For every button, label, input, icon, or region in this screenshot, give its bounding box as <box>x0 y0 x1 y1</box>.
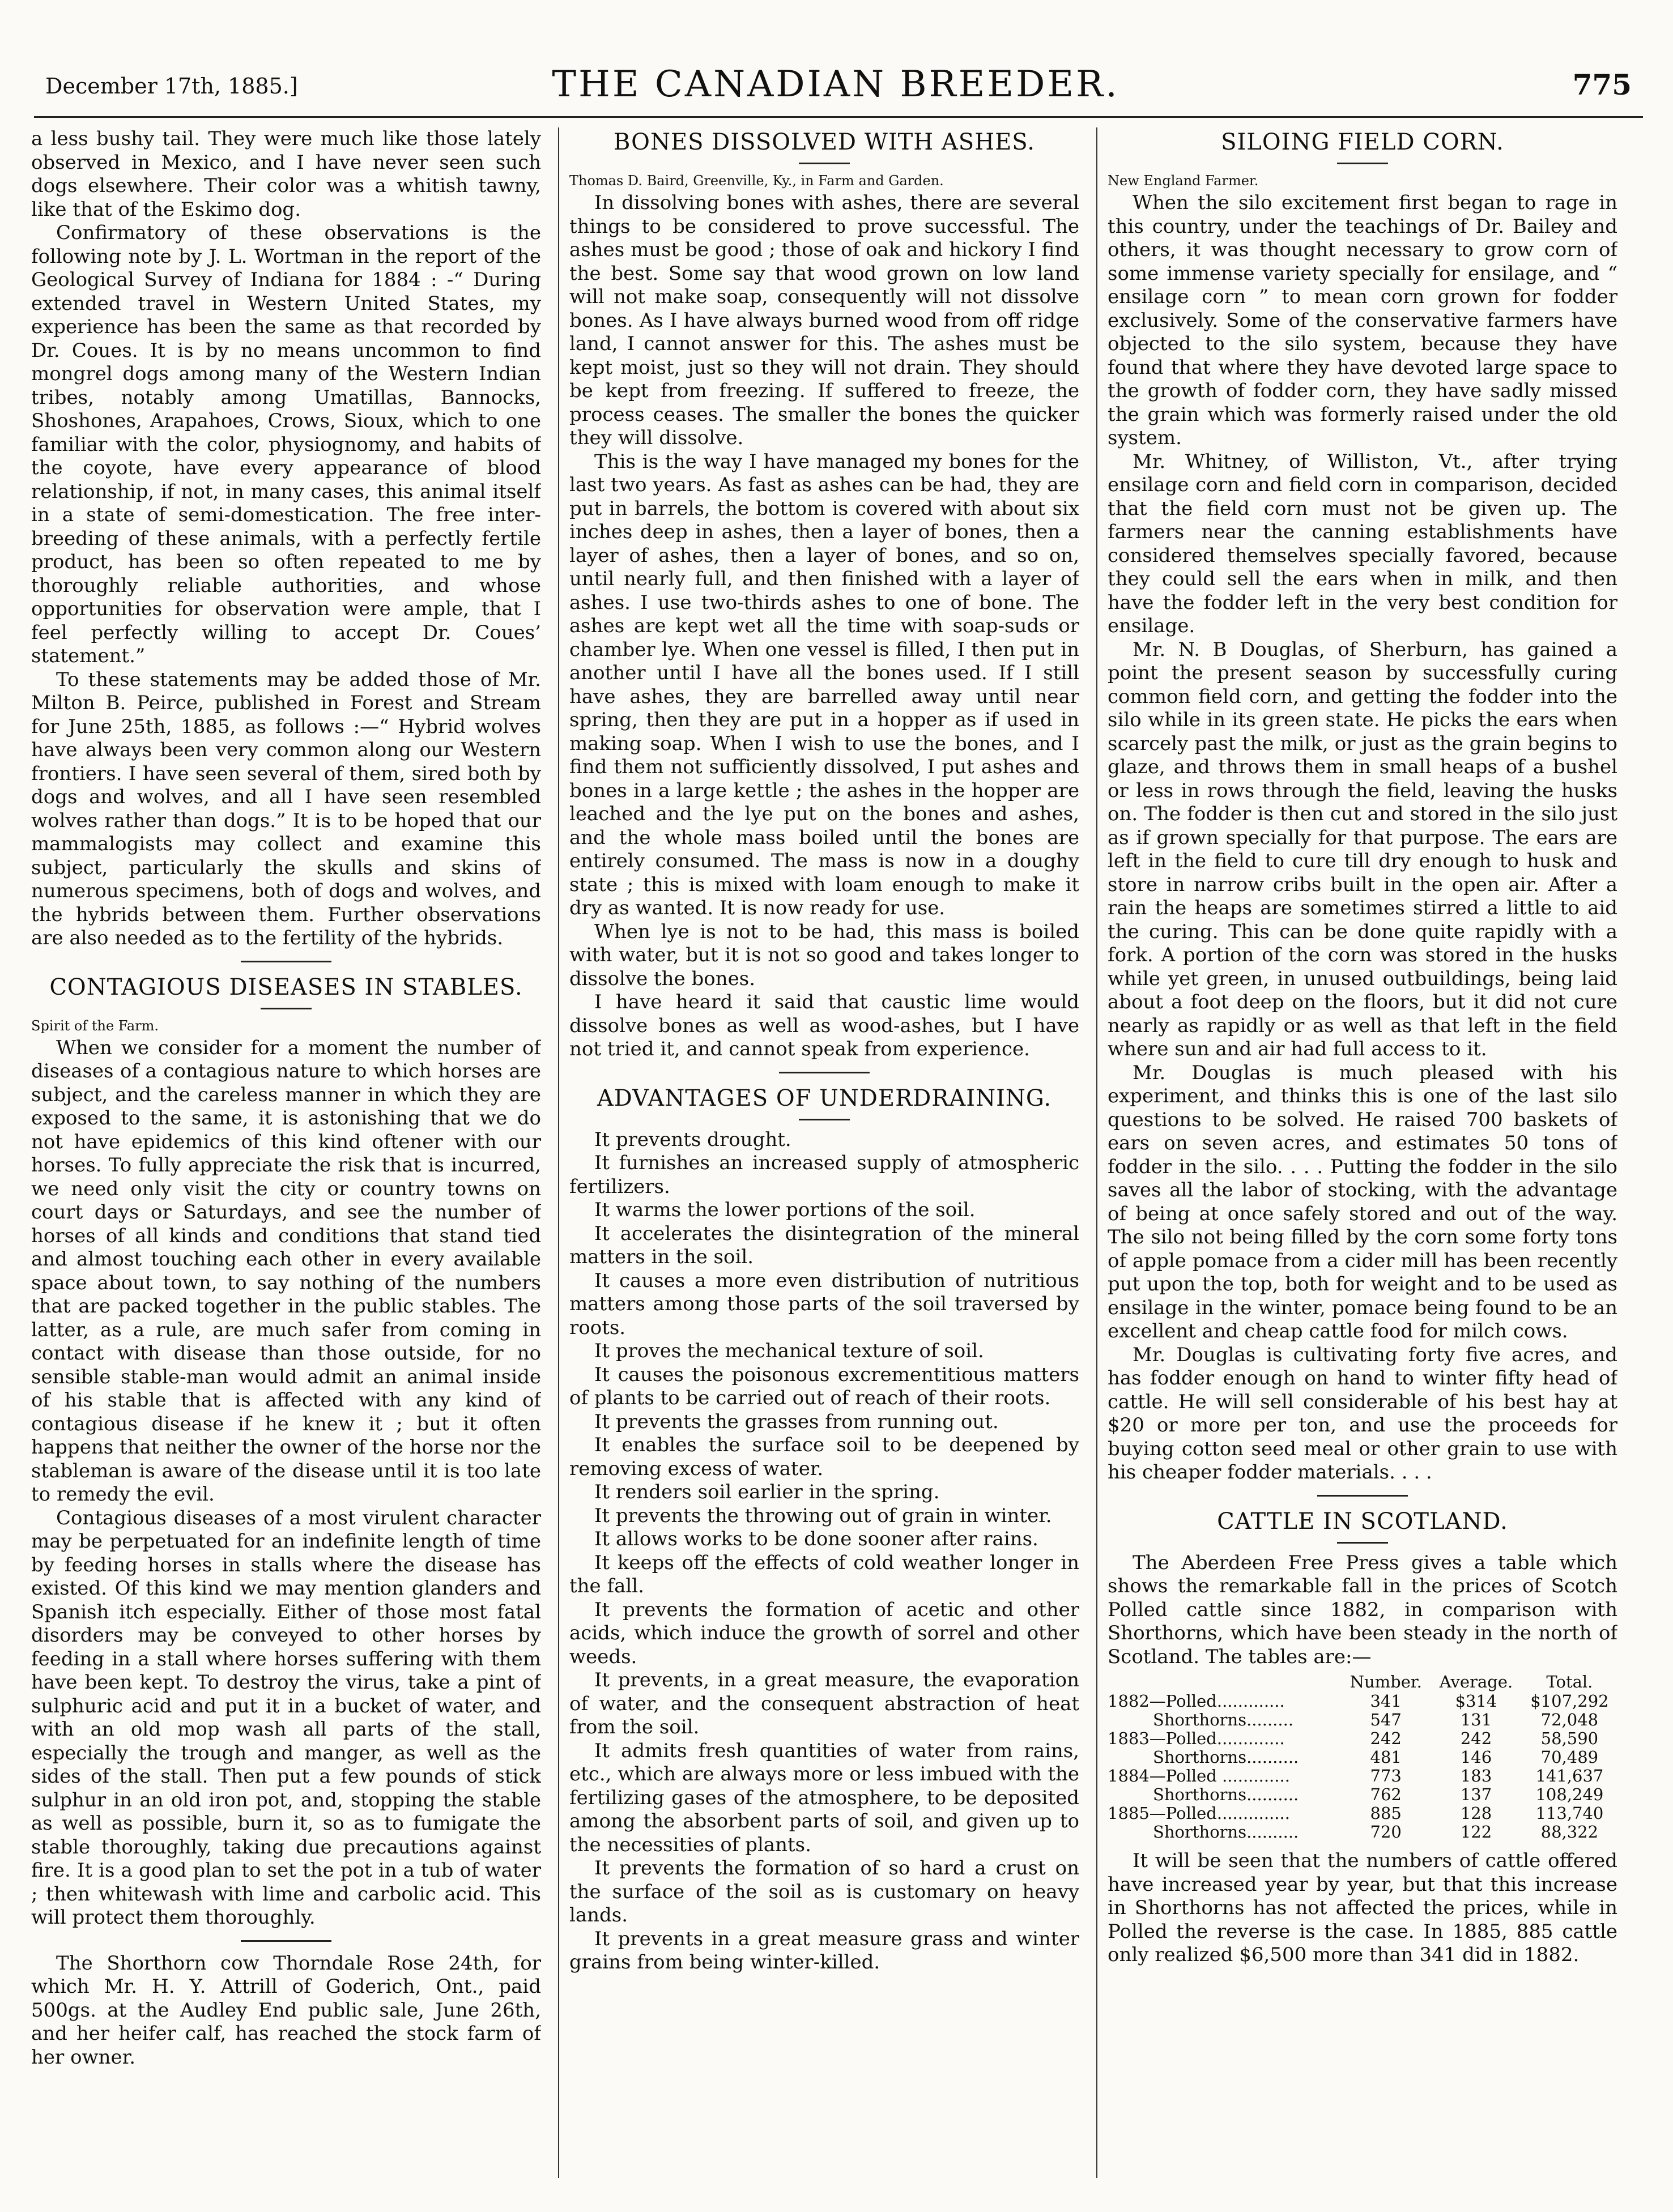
list-item: It prevents the formation of so hard a crust on the surface of the soil as is customary on heavy lands. <box>569 1857 1079 1927</box>
table-row <box>1108 1823 1617 1842</box>
list-item: It warms the lower portions of the soil. <box>594 1199 976 1221</box>
column-1 <box>31 127 541 2189</box>
paragraph: To these statements may be added those of Mr. Milton B. Peirce, published in Forest and Stream for June 25th, 1885, as follows :—“ Hybrid wolves have always been very common along our Western frontiers. I have seen several of them, sired both by dogs and wolves, and all I have seen resembled wolves rather than dogs.” It is to be hoped that our mammalogists may collect and examine this subject, particularly the skulls and skins of numerous specimens, both of dogs and wolves, and the hybrids between them. Further observations are also needed as to the fertility of the hybrids. <box>31 668 541 949</box>
article-heading-contagious-diseases: CONTAGIOUS DISEASES IN STABLES. <box>49 974 523 1000</box>
article-heading-cattle-scotland: CATTLE IN SCOTLAND. <box>1217 1508 1508 1535</box>
table-cell: 88,322 <box>1540 1822 1599 1842</box>
list-item: It prevents the formation of acetic and other acids, which induce the growth of sorrel and other weeds. <box>569 1598 1079 1668</box>
paragraph: I have heard it said that caustic lime would dissolve bones as well as wood-ashes, but I have not tried it, and cannot speak from experience. <box>569 991 1079 1060</box>
table-row <box>1108 1711 1617 1729</box>
article-heading-bones-dissolved: BONES DISSOLVED WITH ASHES. <box>614 129 1035 155</box>
column-divider-2 <box>1096 127 1097 2178</box>
table-row <box>1108 1729 1617 1748</box>
table-cell: 773 <box>1370 1766 1402 1785</box>
table-cell: 128 <box>1460 1804 1492 1823</box>
list-item: It allows works to be done sooner after rains. <box>594 1528 1038 1550</box>
table-row <box>1108 1767 1617 1785</box>
list-item: It causes a more even distribution of nutritious matters among those parts of the soil traversed by roots. <box>569 1269 1079 1339</box>
table-header-row <box>1108 1672 1617 1692</box>
list-item: It admits fresh quantities of water from rains, etc., which are always more or less imbued with the fertilizing gases of the atmosphere, to be deposited among the absorbent parts of soil, and given up to the necessities of plants. <box>569 1739 1079 1856</box>
list-item: It prevents drought. <box>594 1128 791 1151</box>
table-cell: 108,249 <box>1535 1785 1604 1804</box>
table-cell: 58,590 <box>1540 1729 1599 1748</box>
article-source: Thomas D. Baird, Greenville, Ky., in Farm and Garden. <box>569 173 944 189</box>
table-cell: 1882—Polled............. <box>1108 1691 1285 1711</box>
table-cell: Shorthorns.......... <box>1153 1785 1299 1804</box>
paragraph: Mr. Douglas is much pleased with his experiment, and thinks this is one of the last silo questions to be solved. He raised 700 baskets of ears on seven acres, and estimates 50 tons of fodder in the silo. . . . Putting the fodder in the silo saves all the labor of stocking, with the advantage of being at once safely stored and out of the way. The silo not being filled by the corn some forty tons of apple pomace from a cider mill has been recently put upon the top, both for weight and to be used as ensilage in the winter, pomace being found to be an excellent and cheap cattle food for milch cows. <box>1108 1061 1617 1342</box>
table-row <box>1108 1692 1617 1711</box>
table-cell: 341 <box>1370 1691 1402 1711</box>
table-cell: 183 <box>1460 1766 1492 1785</box>
header-rule <box>34 116 1643 118</box>
paragraph: It will be seen that the numbers of cattle offered have increased year by year, but that this increase in Shorthorns has not affected the prices, while in Polled the reverse is the case. In 1885, 885 cattle only realized $6,500 more than 341 did in 1882. <box>1108 1849 1617 1966</box>
table-cell: 137 <box>1460 1785 1492 1804</box>
column-2 <box>569 127 1079 2189</box>
page-number: 775 <box>1572 68 1632 101</box>
table-header: Average. <box>1439 1672 1513 1691</box>
table-cell: Shorthorns.......... <box>1153 1748 1299 1767</box>
list-item: It proves the mechanical texture of soil. <box>594 1340 984 1362</box>
table-header: Number. <box>1350 1672 1422 1691</box>
table-cell: $314 <box>1455 1691 1497 1711</box>
article-heading-siloing: SILOING FIELD CORN. <box>1221 129 1504 155</box>
newspaper-title: THE CANADIAN BREEDER. <box>552 63 1119 105</box>
paragraph: This is the way I have managed my bones for the last two years. As fast as ashes can be had, they are put in barrels, the bottom is covered with about six inches deep in ashes, then a layer of bones, then a layer of ashes, then a layer of bones, and so on, until nearly full, and then finished with a layer of ashes. I use two-thirds ashes to one of bone. The ashes are kept wet all the time with soap-suds or chamber lye. When one vessel is filled, I then put in another until I have all the bones used. If I still have ashes, they are barrelled away until near spring, then they are put in a hopper as if used in making soap. When I wish to use the bones, and I find them not sufficiently dissolved, I put ashes and bones in a large kettle ; the ashes in the hopper are leached and the lye put on the bones and ashes, and the whole mass boiled until the bones are entirely consumed. The mass is now in a doughy state ; this is mixed with loam enough to make it dry as wanted. It is now ready for use. <box>569 450 1079 919</box>
heading-rule <box>1337 163 1388 164</box>
table-row <box>1108 1804 1617 1823</box>
paragraph: The Aberdeen Free Press gives a table which shows the remarkable fall in the prices of Scotch Polled cattle since 1882, in comparison with Shorthorns, which have been steady in the north of Scotland. The tables are:— <box>1108 1551 1617 1668</box>
paragraph: Confirmatory of these observations is the following note by J. L. Wortman in the report of the Geological Survey of Indiana for 1884 : -“ During extended travel in Western United States, my experience has been the same as that recorded by Dr. Coues. It is by no means uncommon to find mongrel dogs among many of the Western Indian tribes, notably among Umatillas, Bannocks, Shoshones, Arapahoes, Crows, Sioux, which to one familiar with the color, physiognomy, and habits of the coyote, have every appearance of blood relationship, if not, in many cases, this animal itself in a state of semi-domestication. The free inter-breeding of these animals, with a perfectly fertile product, has been so often repeated to me by thoroughly reliable authorities, and whose opportunities for observation were ample, that I feel perfectly willing to accept Dr. Coues’ statement.” <box>31 221 541 667</box>
table-cell: 113,740 <box>1535 1804 1604 1823</box>
list-item: It enables the surface soil to be deepened by removing excess of water. <box>569 1434 1079 1480</box>
table-cell: 72,048 <box>1540 1710 1599 1729</box>
article-separator <box>241 961 331 962</box>
list-item: It furnishes an increased supply of atmospheric fertilizers. <box>569 1152 1079 1198</box>
column-3 <box>1108 127 1617 2189</box>
paragraph: Contagious diseases of a most virulent character may be perpetuated for an indefinite length of time by feeding horses in stalls where the disease has existed. Of this kind we may mention glanders and Spanish itch especially. Either of those most fatal disorders may be conveyed to other horses by feeding in a stall where horses suffering with them have been kept. To destroy the virus, take a pint of sulphuric acid and put it in a bucket of water, and with an old mop wash all parts of the stall, especially the trough and manger, as well as the sides of the stall. Then put a few pounds of stick sulphur in an old iron pot, and, stopping the stable as well as possible, burn it, so as to fumigate the stable thoroughly, taking due precautions against fire. It is a good plan to set the pot in a tub of water ; then whitewash with lime and carbolic acid. This will protect them thoroughly. <box>31 1506 541 1929</box>
heading-rule <box>799 1119 850 1120</box>
list-item: It keeps off the effects of cold weather longer in the fall. <box>569 1551 1079 1597</box>
list-item: It renders soil earlier in the spring. <box>594 1481 940 1503</box>
table-row <box>1108 1785 1617 1804</box>
table-cell: 242 <box>1370 1729 1402 1748</box>
table-cell: 885 <box>1370 1804 1402 1823</box>
table-cell: 1883—Polled............. <box>1108 1729 1285 1748</box>
table-cell: 70,489 <box>1540 1748 1599 1767</box>
article-source: Spirit of the Farm. <box>31 1017 159 1034</box>
table-header <box>1108 1672 1341 1692</box>
paragraph: In dissolving bones with ashes, there are several things to be considered to prove successful. The ashes must be good ; those of oak and hickory I find the best. Some say that wood grown on low land will not make soap, consequently will not dissolve bones. As I have always burned wood from off ridge land, I cannot answer for this. The ashes must be kept moist, just so they will not drain. They should be kept from freezing. If suffered to freeze, the process ceases. The smaller the bones the quicker they will dissolve. <box>569 191 1079 449</box>
table-cell: 242 <box>1460 1729 1492 1748</box>
list-item: It prevents the throwing out of grain in winter. <box>594 1504 1052 1527</box>
list-item: It prevents in a great measure grass and winter grains from being winter-killed. <box>569 1927 1079 1974</box>
paragraph: Mr. Douglas is cultivating forty five acres, and has fodder enough on hand to winter fifty head of cattle. He will sell considerable of his best hay at $20 or more per ton, and use the proceeds for buying cotton seed meal or other grain to use with his cheaper fodder materials. . . . <box>1108 1343 1617 1484</box>
table-header: Total. <box>1546 1672 1593 1691</box>
table-cell: 131 <box>1460 1710 1492 1729</box>
article-heading-underdraining: ADVANTAGES OF UNDERDRAINING. <box>597 1085 1052 1111</box>
table-cell: 547 <box>1370 1710 1402 1729</box>
issue-date: December 17th, 1885.] <box>45 74 298 99</box>
article-source: New England Farmer. <box>1108 173 1259 189</box>
paragraph: When the silo excitement first began to rage in this country, under the teachings of Dr. Bailey and others, it was thought necessary to grow corn of some immense variety specially for ensilage, and “ ensilage corn ” to mean corn grown for fodder exclusively. Some of the conservative farmers have objected to the silo system, because they have found that where they have devoted large space to the growth of fodder corn, they have sadly missed the grain which was formerly raised under the old system. <box>1108 191 1617 449</box>
paragraph: When we consider for a moment the number of diseases of a contagious nature to which horses are subject, and the careless manner in which they are exposed to the same, it is astonishing that we do not have epidemics of this kind oftener with our horses. To fully appreciate the risk that is incurred, we need only visit the city or country towns on court days or Saturdays, and see the number of horses of all kinds and conditions that stand tied and almost touching each other in every available space about town, to say nothing of the numbers that are packed together in the public stables. The latter, as a rule, are much safer from coming in contact with disease than those outside, for no sensible stable-man would admit an animal inside of his stable that is affected with any kind of contagious disease if he knew it ; but it often happens that neither the owner of the horse nor the stableman is aware of the disease until it is too late to remedy the evil. <box>31 1036 541 1506</box>
column-divider-1 <box>558 127 559 2178</box>
table-cell: $107,292 <box>1530 1691 1609 1711</box>
paragraph: Mr. N. B Douglas, of Sherburn, has gained a point the present season by successfully curing common field corn, and getting the fodder into the silo while in its green state. He picks the ears when scarcely past the milk, or just as the grain begins to glaze, and throws them in small heaps of a bushel or less in rows through the field, leaving the husks on. The fodder is then cut and stored in the silo just as if grown specially for that purpose. The ears are left in the field to cure till dry enough to husk and store in narrow cribs built in the open air. After a rain the heaps are sometimes stirred a little to aid the curing. This can be done quite rapidly with a fork. A portion of the corn was stored in the husks while yet green, in unused outbuildings, being laid about a foot deep on the floors, but it did not cure nearly as rapidly or as well as that left in the field where sun and air had full access to it. <box>1108 638 1617 1060</box>
table-cell: 720 <box>1370 1822 1402 1842</box>
article-separator <box>779 1072 870 1073</box>
table-cell: 141,637 <box>1535 1766 1604 1785</box>
paragraph: Mr. Whitney, of Williston, Vt., after trying ensilage corn and field corn in comparison, decided that the field corn must not be given up. The farmers near the canning establishments have considered themselves specially favored, because they could sell the ears when in milk, and then have the fodder left in the very best condition for ensilage. <box>1108 450 1617 637</box>
masthead <box>34 62 1637 108</box>
heading-rule <box>261 1008 312 1009</box>
table-cell: Shorthorns.......... <box>1153 1822 1299 1842</box>
table-row <box>1108 1748 1617 1767</box>
table-cell: 146 <box>1460 1748 1492 1767</box>
paragraph: a less bushy tail. They were much like those lately observed in Mexico, and I have never seen such dogs elsewhere. Their color was a whitish tawny, like that of the Eskimo dog. <box>31 127 541 221</box>
table-cell: 762 <box>1370 1785 1402 1804</box>
paragraph-shorthorn-note: The Shorthorn cow Thorndale Rose 24th, for which Mr. H. Y. Attrill of Goderich, Ont., paid 500gs. at the Audley End public sale, June 26th, and her heifer calf, has reached the stock farm of her owner. <box>31 1951 541 2069</box>
table-cell: Shorthorns......... <box>1153 1710 1294 1729</box>
article-separator <box>1317 1495 1408 1497</box>
list-item: It causes the poisonous excrementitious matters of plants to be carried out of reach of their roots. <box>569 1363 1079 1409</box>
table-cell: 122 <box>1460 1822 1492 1842</box>
table-cell: 1885—Polled.............. <box>1108 1804 1290 1823</box>
table-cell: 481 <box>1370 1748 1402 1767</box>
list-item: It prevents, in a great measure, the evaporation of water, and the consequent abstraction of heat from the soil. <box>569 1669 1079 1738</box>
heading-rule <box>799 163 850 164</box>
article-separator <box>241 1940 331 1942</box>
list-item: It prevents the grasses from running out. <box>594 1410 999 1433</box>
list-item: It accelerates the disintegration of the mineral matters in the soil. <box>569 1222 1079 1268</box>
table-cell: 1884—Polled ............. <box>1108 1766 1290 1785</box>
heading-rule <box>1337 1542 1388 1544</box>
paragraph: When lye is not to be had, this mass is boiled with water, but it is not so good and takes longer to dissolve the bones. <box>569 920 1079 990</box>
cattle-price-table <box>1108 1672 1617 1842</box>
